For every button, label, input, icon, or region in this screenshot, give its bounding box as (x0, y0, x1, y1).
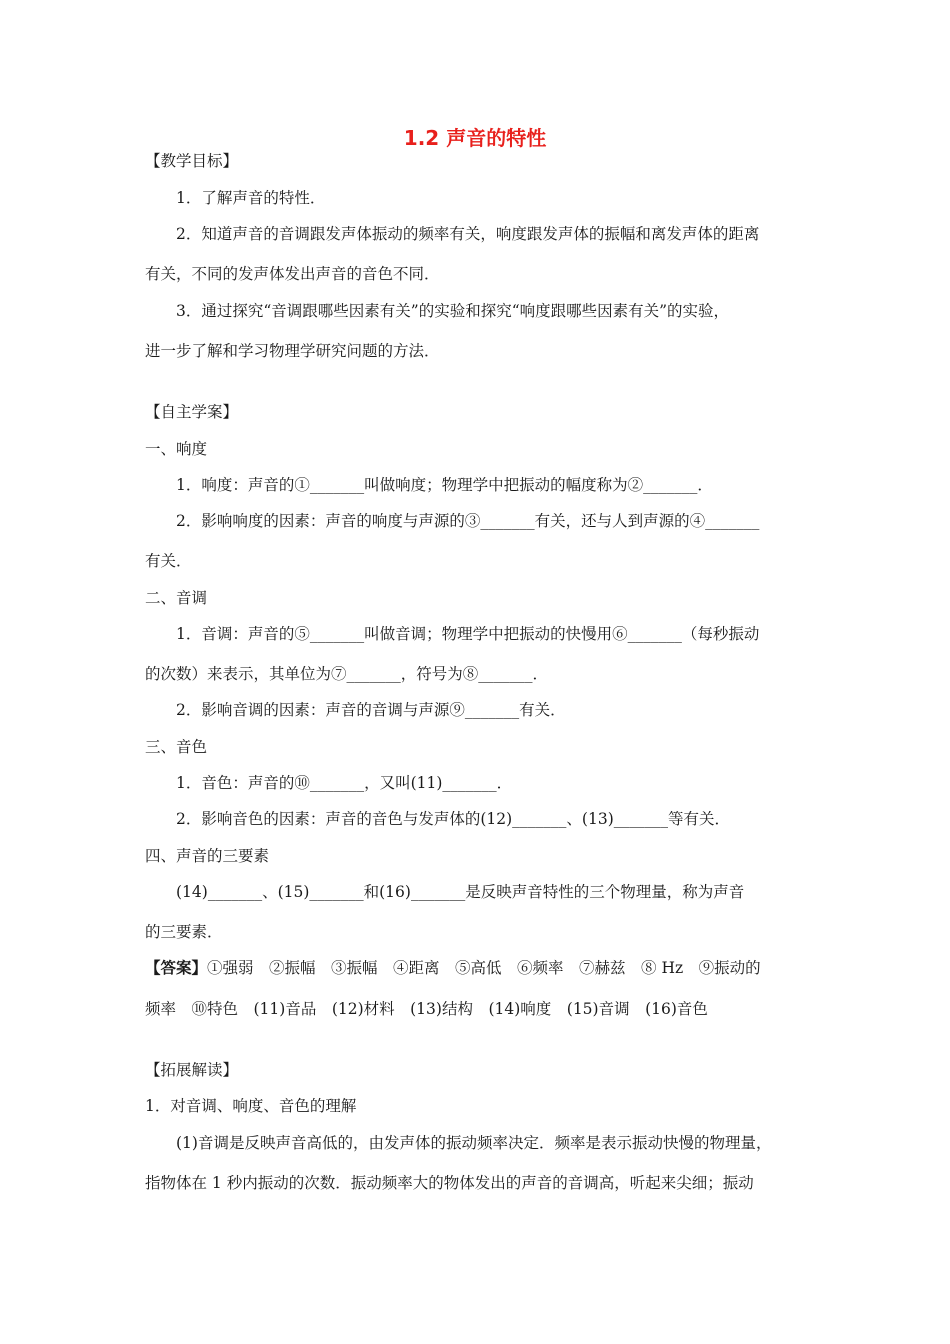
answer-text-1: ①强弱 ②振幅 ③振幅 ④距离 ⑤高低 ⑥频率 ⑦赫兹 ⑧ Hz ⑨振动的 (207, 959, 761, 977)
extend-para-line-1: (1)音调是反映声音高低的，由发声体的振动频率决定．频率是表示振动快慢的物理量， (176, 1134, 772, 1152)
goal-2-line-2: 有关，不同的发声体发出声音的音色不同． (145, 265, 440, 283)
answer-line-1 (145, 957, 761, 979)
goal-3-line-2: 进一步了解和学习物理学研究问题的方法． (145, 342, 440, 360)
answer-label: 【答案】 (145, 958, 208, 977)
extend-heading: 【拓展解读】 (145, 1061, 239, 1079)
extend-subheading: 1．对音调、响度、音色的理解 (145, 1097, 357, 1115)
three-elements-line-2: 的三要素． (145, 923, 223, 941)
section-pitch: 二、音调 (145, 589, 208, 607)
section-timbre: 三、音色 (145, 738, 208, 756)
three-elements-line-1: (14)_______、(15)_______和(16)_______是反映声音特性的三个物理量，称为声音 (176, 883, 745, 901)
self-study-heading: 【自主学案】 (145, 403, 239, 421)
pitch-item-2: 2．影响音调的因素：声音的音调与声源⑨_______有关． (176, 701, 566, 719)
goal-3-line-1: 3．通过探究“音调跟哪些因素有关”的实验和探究“响度跟哪些因素有关”的实验， (176, 302, 730, 320)
extend-para-line-2: 指物体在 1 秒内振动的次数．振动频率大的物体发出的声音的音调高，听起来尖细；振动 (145, 1174, 754, 1192)
goals-heading: 【教学目标】 (145, 152, 239, 170)
section-three-elements: 四、声音的三要素 (145, 847, 270, 865)
goal-1: 1．了解声音的特性． (176, 189, 326, 207)
timbre-item-2: 2．影响音色的因素：声音的音色与发声体的(12)_______、(13)_______等有关． (176, 810, 730, 828)
answer-line-2: 频率 ⑩特色 (11)音品 (12)材料 (13)结构 (14)响度 (15)音调 (16)音色 (145, 1000, 708, 1018)
goal-2-line-1: 2．知道声音的音调跟发声体振动的频率有关，响度跟发声体的振幅和离发声体的距离 (176, 225, 760, 243)
pitch-item-1-line-1: 1．音调：声音的⑤_______叫做音调；物理学中把振动的快慢用⑥_______（每秒振动 (176, 625, 760, 643)
pitch-item-1-line-2: 的次数）来表示，其单位为⑦_______，符号为⑧_______． (145, 665, 549, 683)
loudness-item-2-line-2: 有关． (145, 552, 192, 570)
timbre-item-1: 1．音色：声音的⑩_______，又叫(11)_______． (176, 774, 513, 792)
page-title: 1.2 声音的特性 (403, 126, 547, 150)
section-loudness: 一、响度 (145, 440, 208, 458)
loudness-item-2-line-1: 2．影响响度的因素：声音的响度与声源的③_______有关，还与人到声源的④_______ (176, 512, 760, 530)
loudness-item-1: 1．响度：声音的①_______叫做响度；物理学中把振动的幅度称为②_______． (176, 476, 713, 494)
